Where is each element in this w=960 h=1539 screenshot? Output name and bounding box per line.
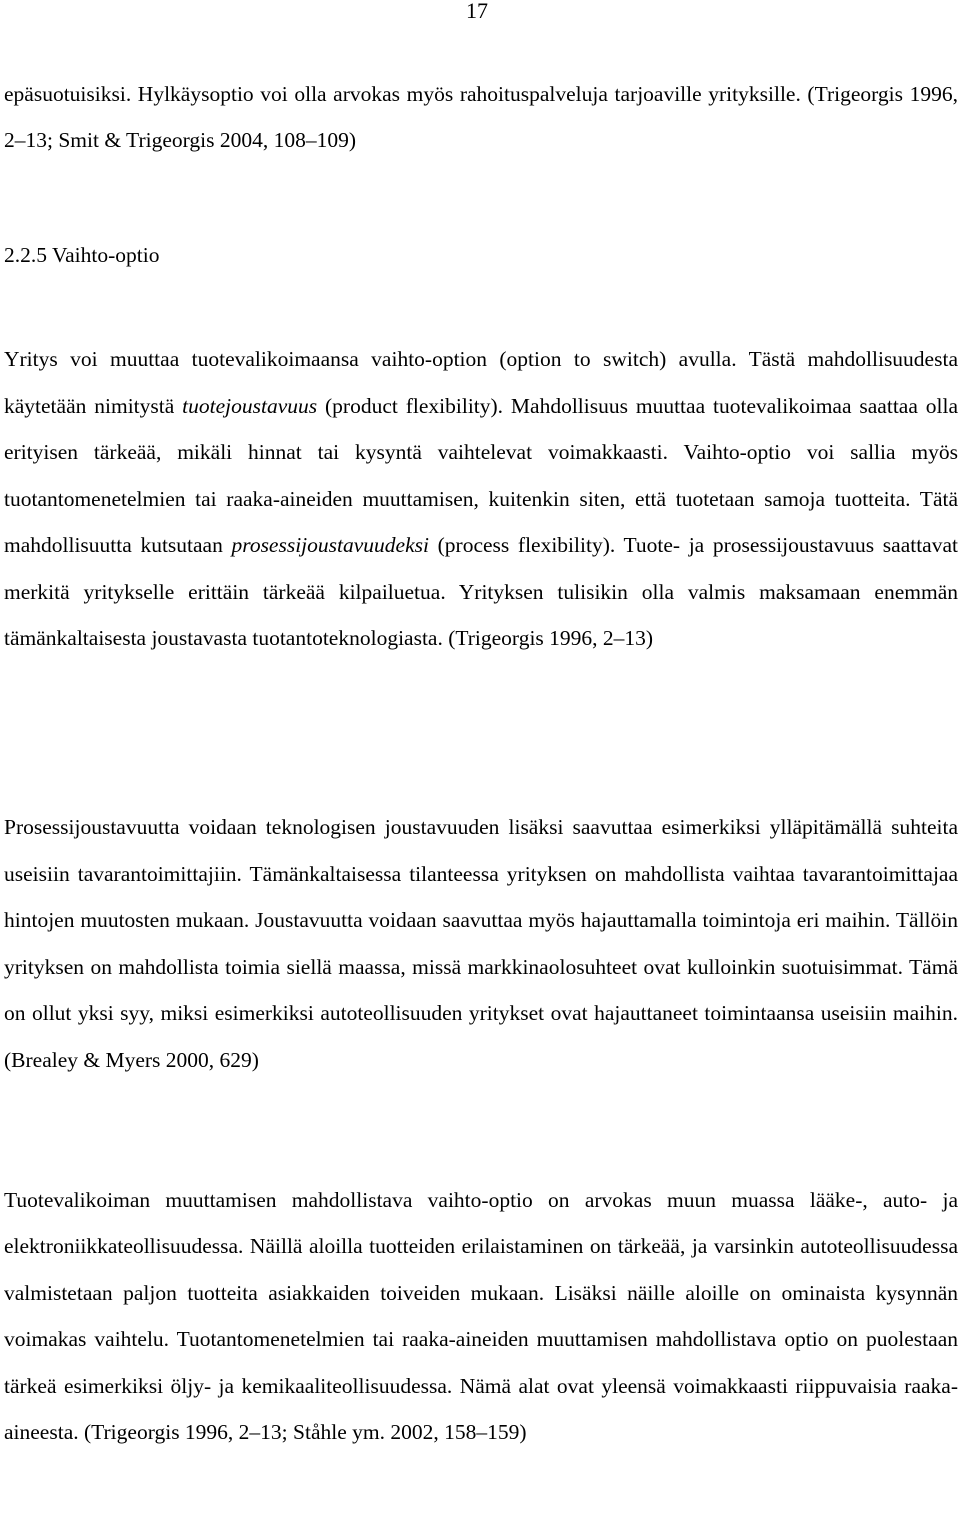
page-number: 17 [466, 0, 488, 23]
text-span: Yritys voi muuttaa tuotevalikoimaansa vaihto-option (option to switch) avulla. Tästä mahdollisuudesta käytetään nimitystä [4, 347, 958, 418]
term-product-flexibility: tuotejoustavuus [182, 393, 318, 418]
paragraph-process-flexibility: Prosessijoustavuutta voidaan teknologisen joustavuuden lisäksi saavuttaa esimerkiksi ylläpitämällä suhteita useisiin tavarantoimittajiin. Tämänkaltaisessa tilanteessa yrityksen on mahdollista vaihtaa tavarantoimittajaa hintojen muutosten mukaan. Joustavuutta voidaan saavuttaa myös hajauttamalla toimintoja eri maihin. Tällöin yrityksen on mahdollista toimia siellä maassa, missä markkinaolosuhteet ovat kulloinkin suotuisimmat. Tämä on ollut yksi syy, miksi esimerkiksi autoteollisuuden yritykset ovat hajauttaneet toimintaansa useisiin maihin. (Brealey & Myers 2000, 629) [4, 815, 958, 1072]
paragraph-abandonment-option-end: epäsuotuisiksi. Hylkäysoptio voi olla arvokas myös rahoituspalveluja tarjoaville yrityksille. (Trigeorgis 1996, 2–13; Smit & Trigeorgis 2004, 108–109) [4, 82, 958, 152]
paragraph-switch-option [4, 336, 958, 662]
text-span: (product flexibility). Mahdollisuus muuttaa tuotevalikoimaa saattaa olla erityisen tärkeää, mikäli hinnat tai kysyntä vaihtelevat voimakkaasti. Vaihto-optio voi sallia myös tuotantomenetelmien tai raaka-aineiden muuttamisen, kuitenkin siten, että tuotetaan samoja tuotteita. Tätä mahdollisuutta kutsutaan [4, 393, 958, 557]
paragraph-industries: Tuotevalikoiman muuttamisen mahdollistava vaihto-optio on arvokas muun muassa lääke-, auto- ja elektroniikkateollisuudessa. Näillä aloilla tuotteiden erilaistaminen on tärkeää, ja varsinkin autoteollisuudessa valmistetaan paljon tuotteita asiakkaiden toiveiden mukaan. Lisäksi näille aloille on ominaista kysynnän voimakas vaihtelu. Tuotantomenetelmien tai raaka-aineiden muuttamisen mahdollistava optio on puolestaan tärkeä esimerkiksi öljy- ja kemikaaliteollisuudessa. Nämä alat ovat yleensä voimakkaasti riippuvaisia raaka-aineesta. (Trigeorgis 1996, 2–13; Ståhle ym. 2002, 158–159) [4, 1188, 958, 1445]
section-heading: 2.2.5 Vaihto-optio [4, 243, 160, 267]
text-span: (process flexibility). Tuote- ja prosessijoustavuus saattavat merkitä yritykselle erittäin tärkeää kilpailuetua. Yrityksen tulisikin olla valmis maksamaan enemmän tämänkaltaisesta joustavasta tuotantoteknologiasta. (Trigeorgis 1996, 2–13) [4, 533, 958, 650]
term-process-flexibility: prosessijoustavuudeksi [231, 533, 429, 557]
